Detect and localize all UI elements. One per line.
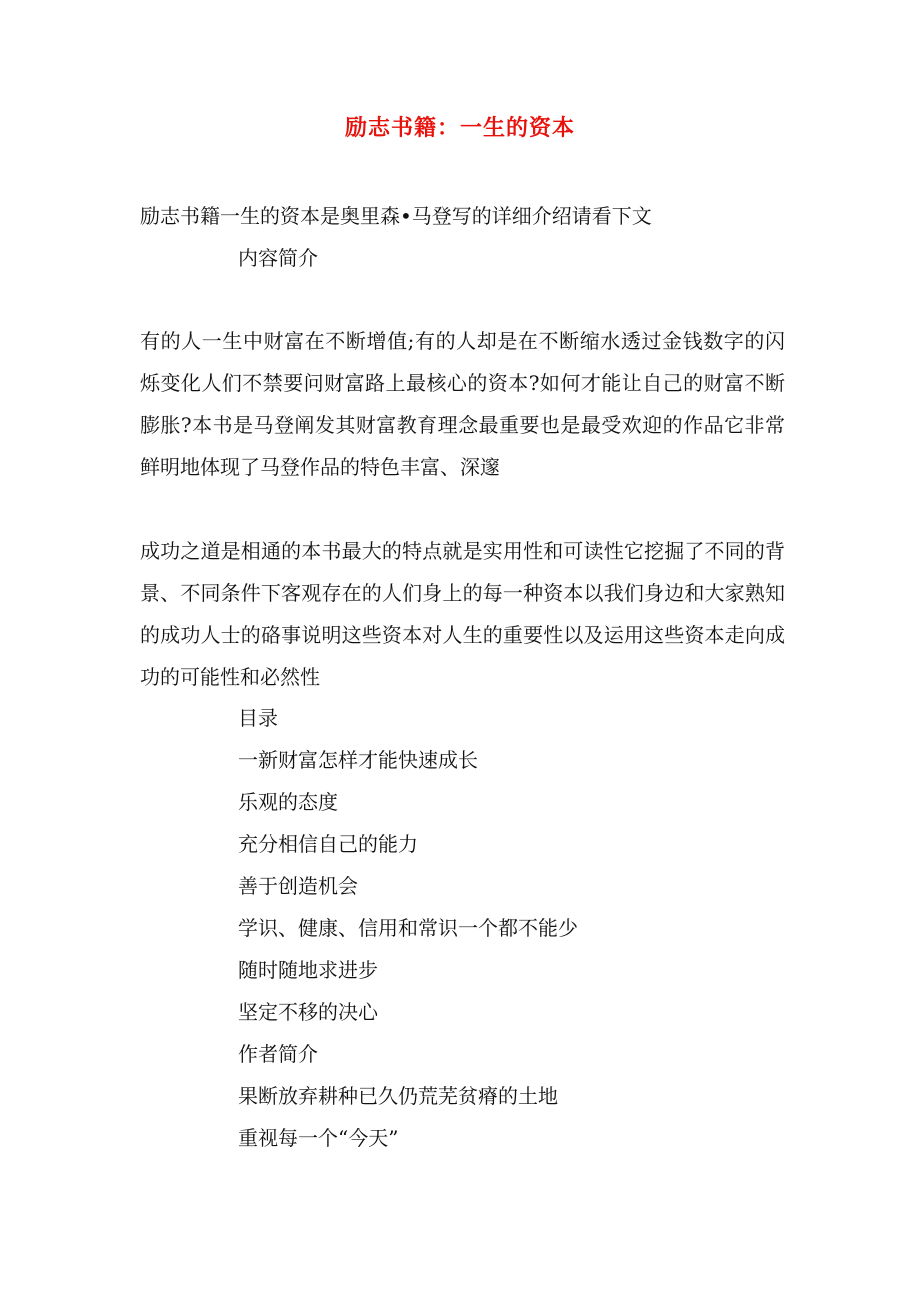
toc-item: 充分相信自己的能力 xyxy=(238,832,418,856)
toc-item: 目录 xyxy=(238,706,278,730)
paragraph: 成功之道是相通的本书最大的特点就是实用性和可读性它挖掘了不同的背景、不同条件下客观存在的人们身上的每一种资本以我们身边和大家熟知的成功人士的硌事说明这些资本对人生的重要性以及运用这些资本走向成功的可能性和必然性 xyxy=(140,539,785,689)
toc-item: 乐观的态度 xyxy=(238,790,338,814)
intro-line: 励志书籍一生的资本是奥里森•马登写的详细介绍请看下文 xyxy=(140,204,652,228)
toc-item: 作者简介 xyxy=(238,1042,318,1066)
toc-item: 一新财富怎样才能快速成长 xyxy=(238,748,478,772)
table-of-contents xyxy=(238,704,578,1166)
toc-item: 果断放弃耕种已久仍荒芜贫瘠的土地 xyxy=(238,1084,558,1108)
paragraph: 有的人一生中财富在不断增值;有的人却是在不断缩水透过金钱数字的闪烁变化人们不禁要问财富路上最核心的资本?如何才能让自己的财富不断膨胀?本书是马登阐发其财富教育理念最重要也是最受欢迎的作品它非常鲜明地体现了马登作品的特色丰富、深邃 xyxy=(140,329,785,479)
toc-item: 随时随地求进步 xyxy=(238,958,378,982)
toc-item: 坚定不移的决心 xyxy=(238,1000,378,1024)
document-title: 励志书籍：一生的资本 xyxy=(344,115,575,141)
toc-item: 善于创造机会 xyxy=(238,874,358,898)
section-heading: 内容简介 xyxy=(238,246,318,270)
toc-item: 学识、健康、信用和常识一个都不能少 xyxy=(238,916,578,940)
toc-item: 重视每一个“今天” xyxy=(238,1126,399,1150)
